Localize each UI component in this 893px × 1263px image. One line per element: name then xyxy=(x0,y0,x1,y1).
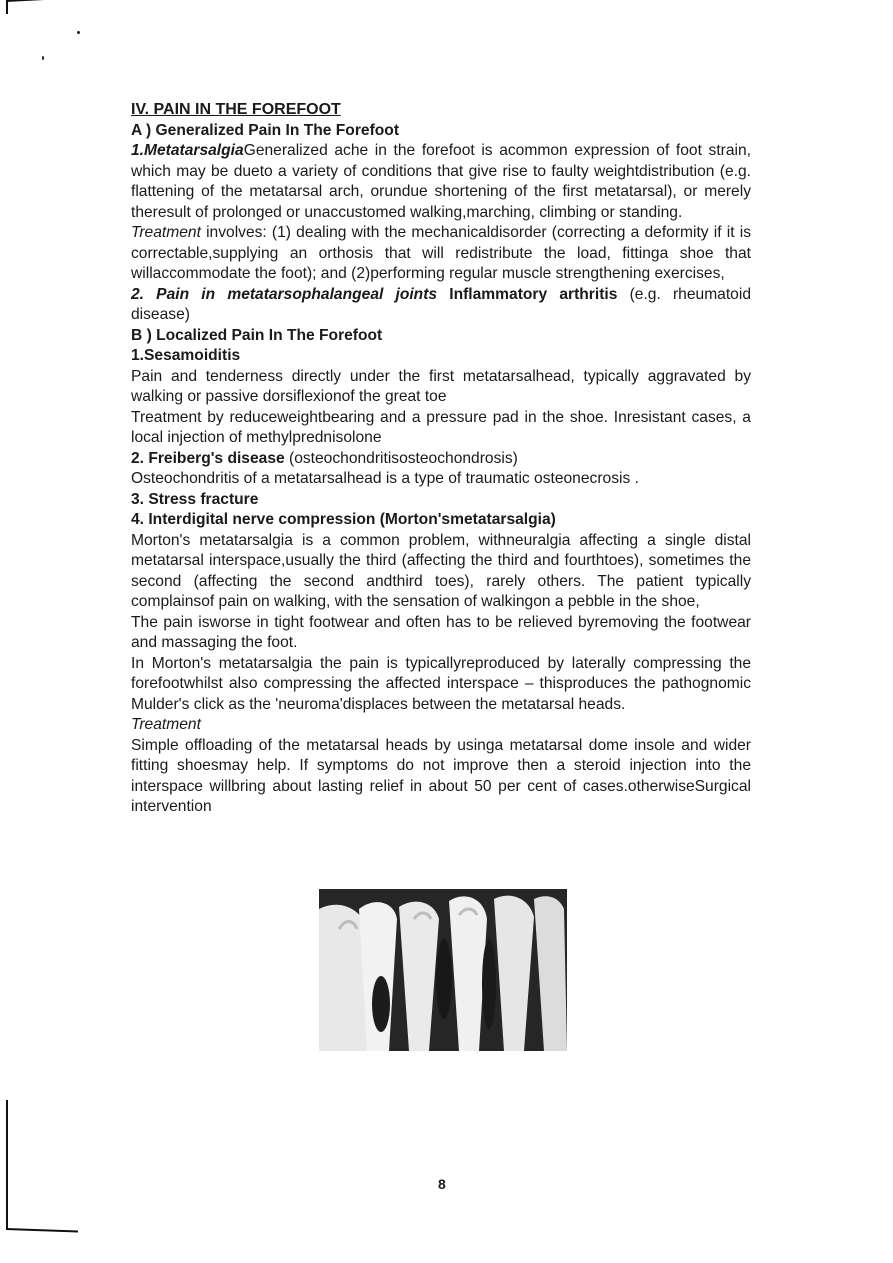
freiberg-paragraph xyxy=(131,449,751,470)
metatarsalgia-paragraph xyxy=(131,141,751,223)
stress-fracture-title: 3. Stress fracture xyxy=(131,490,259,508)
scan-speck xyxy=(42,56,44,60)
sesamoiditis-text: Pain and tenderness directly under the first metatarsalhead, typically aggravated by walking or passive dorsiflexionof the great toe xyxy=(131,367,751,405)
treatment-paragraph xyxy=(131,223,751,285)
scan-speck xyxy=(77,31,80,34)
morton-paragraph-1: Morton's metatarsalgia is a common problem, withneuralgia affecting a single distal metatarsal interspace,usually the third (affecting the third and fourthtoes), sometimes the second (affecting the second andthird toes), rarely others. The patient typically complainsof pain on walking, with the sensation of walkingon a pebble in the shoe, xyxy=(131,531,751,610)
page-number: 8 xyxy=(438,1176,446,1192)
sesamoiditis-treatment: Treatment by reduceweightbearing and a pressure pad in the shoe. Inresistant cases, a local injection of methylprednisolone xyxy=(131,408,751,446)
freiberg-text: Osteochondritis of a metatarsalhead is a type of traumatic osteonecrosis . xyxy=(131,470,639,487)
mtp-joints-label: 2. Pain in metatarsophalangeal joints xyxy=(131,285,438,303)
metatarsalgia-text: Generalized ache in the forefoot is acommon expression of foot strain, which may be dueto a variety of conditions that give rise to faulty weightdistribution (e.g. flattening of the metatarsal arch, orundue shortening of the first metatarsal), or merely theresult of prolonged or unaccustomed walking,marching, climbing or standing. xyxy=(131,142,751,221)
scan-edge-bottom xyxy=(6,1228,78,1233)
section-b-title: B ) Localized Pain In The Forefoot xyxy=(131,326,383,344)
mtp-joints-paragraph xyxy=(131,285,751,326)
morton-title: 4. Interdigital nerve compression (Morton'smetatarsalgia) xyxy=(131,511,556,528)
document-body xyxy=(131,100,751,818)
treatment-label: Treatment xyxy=(131,224,201,241)
scan-edge-top xyxy=(6,0,48,2)
metatarsalgia-label: 1.Metatarsalgia xyxy=(131,142,244,159)
mtp-joints-text: (e.g. rheumatoid disease) xyxy=(131,285,751,323)
scan-edge-top-left xyxy=(6,0,8,14)
freiberg-paren: (osteochondritisosteochondrosis) xyxy=(284,449,518,467)
morton-paragraph-2: The pain isworse in tight footwear and often has to be relieved byremoving the footwear and massaging the foot. xyxy=(131,613,751,651)
xray-illustration xyxy=(319,889,567,1051)
mtp-joints-bold: Inflammatory arthritis xyxy=(437,285,618,303)
freiberg-title: 2. Freiberg's disease xyxy=(131,449,285,467)
scan-edge-bottom-left xyxy=(6,1100,8,1230)
section-a-title: A ) Generalized Pain In The Forefoot xyxy=(131,121,400,139)
sesamoiditis-title: 1.Sesamoiditis xyxy=(131,347,241,364)
treatment-text: involves: (1) dealing with the mechanicaldisorder (correcting a deformity if it is correctable,supplying an orthosis that will redistribute the load, fittinga shoe that willaccommodate the foot); and (2)performing regular muscle strengthening exercises, xyxy=(131,224,751,282)
page-heading: IV. PAIN IN THE FOREFOOT xyxy=(131,101,341,118)
morton-treatment-text: Simple offloading of the metatarsal heads by usinga metatarsal dome insole and wider fitting shoesmay help. If symptoms do not improve then a steroid injection into the interspace willbring about lasting relief in about 50 per cent of cases.otherwiseSurgical intervention xyxy=(131,736,751,815)
forefoot-xray-image xyxy=(319,889,567,1051)
morton-treatment-label: Treatment xyxy=(131,716,201,733)
morton-paragraph-3: In Morton's metatarsalgia the pain is typicallyreproduced by laterally compressing the forefootwhilst also compressing the affected interspace – thisproduces the pathognomic Mulder's click as the 'neuroma'displaces between the metatarsal heads. xyxy=(131,654,751,713)
